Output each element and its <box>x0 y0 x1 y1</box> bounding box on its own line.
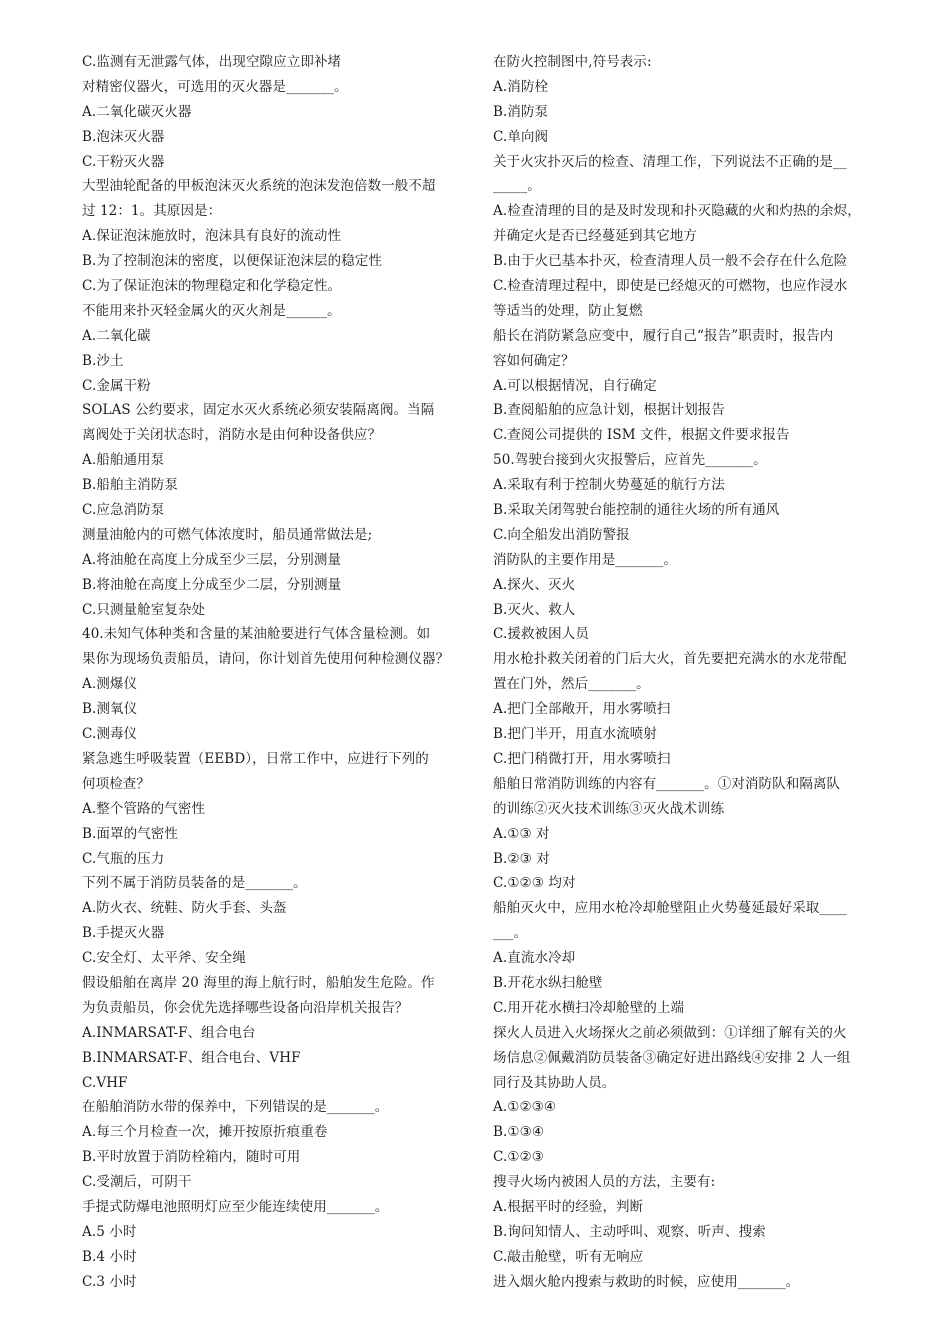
left-column-line: C.3 小时 <box>82 1273 137 1290</box>
right-column-line: 关于火灾扑灭后的检查、清理工作，下列说法不正确的是__ <box>493 153 847 170</box>
right-column-line: A.采取有利于控制火势蔓延的航行方法 <box>493 477 725 494</box>
left-column-line: A.整个管路的气密性 <box>82 800 206 817</box>
left-column-line: C.气瓶的压力 <box>82 850 165 867</box>
left-column-line: 大型油轮配备的甲板泡沫灭火系统的泡沫发泡倍数一般不超 <box>82 178 436 195</box>
right-column-line: 并确定火是否已经蔓延到其它地方 <box>493 228 697 245</box>
left-column-line: C.干粉灭火器 <box>82 153 165 170</box>
right-column-line: _____。 <box>493 178 541 195</box>
right-column-line: A.可以根据情况，自行确定 <box>493 377 657 394</box>
left-column-line: B.测氧仪 <box>82 701 138 718</box>
left-column-line: 手提式防爆电池照明灯应至少能连续使用_______。 <box>82 1198 389 1215</box>
right-column-line: ___。 <box>493 925 528 942</box>
left-column-line: C.为了保证泡沫的物理稳定和化学稳定性。 <box>82 278 342 295</box>
left-column-line: 何项检查？ <box>82 775 150 792</box>
right-column-line: 场信息②佩戴消防员装备③确定好进出路线④安排 2 人一组 <box>493 1049 851 1066</box>
left-column-line: 离阀处于关闭状态时，消防水是由何种设备供应？ <box>82 427 382 444</box>
left-column-line: 假设船舶在离岸 20 海里的海上航行时，船舶发生危险。作 <box>82 974 435 991</box>
right-column-line: A.探火、灭火 <box>493 576 576 593</box>
right-column-line: A.把门全部敞开，用水雾喷扫 <box>493 701 671 718</box>
left-column-line: C.VHF <box>82 1074 128 1091</box>
left-column-line: A.保证泡沫施放时，泡沫具有良好的流动性 <box>82 228 342 245</box>
left-column-line: B.4 小时 <box>82 1248 137 1265</box>
left-column-line: 过 12：1。其原因是： <box>82 203 222 220</box>
right-column-line: B.查阅船舶的应急计划，根据计划报告 <box>493 402 726 419</box>
left-column-line: 在船舶消防水带的保养中，下列错误的是_______。 <box>82 1099 389 1116</box>
right-column-line: C.援救被困人员 <box>493 626 589 643</box>
right-column-line: 船长在消防紧急应变中，履行自己“报告”职责时，报告内 <box>493 327 834 344</box>
right-column-line: A.①③ 对 <box>493 825 550 842</box>
right-column <box>493 50 878 1295</box>
right-column-line: B.消防泵 <box>493 103 549 120</box>
left-column-line: B.将油舱在高度上分成至少二层，分别测量 <box>82 576 342 593</box>
left-column-line: C.受潮后，可阴干 <box>82 1174 192 1191</box>
left-column-line: 下列不属于消防员装备的是_______。 <box>82 875 307 892</box>
right-column-line: A.根据平时的经验，判断 <box>493 1198 644 1215</box>
right-column-line: C.①②③ <box>493 1149 544 1166</box>
right-column-line: A.消防栓 <box>493 78 549 95</box>
left-column-line: B.泡沫灭火器 <box>82 128 165 145</box>
left-column-line: B.船舶主消防泵 <box>82 477 179 494</box>
left-column <box>82 50 465 1295</box>
left-column-line: C.只测量舱室复杂处 <box>82 601 206 618</box>
left-column-line: C.监测有无泄露气体，出现空隙应立即补堵 <box>82 54 342 70</box>
left-column-line: C.测毒仪 <box>82 726 138 743</box>
right-column-line: 50.驾驶台接到火灾报警后，应首先_______。 <box>493 452 767 469</box>
left-column-line: A.每三个月检查一次，摊开按原折痕重卷 <box>82 1124 328 1141</box>
right-column-line: 消防队的主要作用是_______。 <box>493 551 677 568</box>
right-column-line: B.采取关闭驾驶台能控制的通往火场的所有通风 <box>493 502 780 519</box>
right-column-line: A.直流水冷却 <box>493 950 576 967</box>
right-column-line: C.单向阀 <box>493 128 549 145</box>
left-column-line: B.INMARSAT-F、组合电台、VHF <box>82 1049 301 1066</box>
left-column-line: B.平时放置于消防栓箱内，随时可用 <box>82 1149 301 1166</box>
right-column-line: B.②③ 对 <box>493 850 550 867</box>
left-column-line: 对精密仪器火，可选用的灭火器是_______。 <box>82 78 348 95</box>
left-column-line: B.面罩的气密性 <box>82 825 179 842</box>
left-column-line: A.将油舱在高度上分成至少三层，分别测量 <box>82 551 342 568</box>
left-column-line: C.安全灯、太平斧、安全绳 <box>82 950 246 967</box>
left-column-line: B.为了控制泡沫的密度，以便保证泡沫层的稳定性 <box>82 253 383 270</box>
right-column-line: 容如何确定？ <box>493 352 575 369</box>
right-column-line: A.检查清理的目的是及时发现和扑灭隐藏的火和灼热的余烬， <box>493 203 861 220</box>
left-column-line: A.防火衣、统鞋、防火手套、头盔 <box>82 900 287 917</box>
right-column-line: C.①②③ 均对 <box>493 875 576 892</box>
left-column-line: A.INMARSAT-F、组合电台 <box>82 1024 256 1041</box>
left-column-line: 40.未知气体种类和含量的某油舱要进行气体含量检测。如 <box>82 626 431 643</box>
right-column-line: B.①③④ <box>493 1124 545 1141</box>
left-column-line: A.测爆仪 <box>82 676 138 693</box>
right-column-line: 置在门外，然后_______。 <box>493 676 650 693</box>
right-column-line: B.把门半开，用直水流喷射 <box>493 726 658 743</box>
left-column-line: A.船舶通用泵 <box>82 452 165 469</box>
right-column-line: 船舶灭火中，应用水枪冷却舱壁阻止火势蔓延最好采取____ <box>493 900 847 917</box>
right-column-line: C.把门稍微打开，用水雾喷扫 <box>493 750 671 767</box>
right-column-line: 探火人员进入火场探火之前必须做到：①详细了解有关的火 <box>493 1024 847 1041</box>
right-column-line: B.开花水纵扫舱壁 <box>493 974 603 991</box>
right-column-line: 搜寻火场内被困人员的方法，主要有: <box>493 1174 716 1191</box>
right-column-line: 同行及其协助人员。 <box>493 1074 616 1091</box>
right-column-line: 的训练②灭火技术训练③灭火战术训练 <box>493 800 725 817</box>
right-column-line: B.灭火、救人 <box>493 601 576 618</box>
right-column-line: B.由于火已基本扑灭，检查清理人员一般不会存在什么危险 <box>493 253 848 270</box>
right-column-line: C.查阅公司提供的 ISM 文件，根据文件要求报告 <box>493 427 790 444</box>
right-column-line: 进入烟火舱内搜索与救助的时候，应使用_______。 <box>493 1273 800 1290</box>
left-column-line: 测量油舱内的可燃气体浓度时，船员通常做法是; <box>82 526 373 543</box>
right-column-line: C.敲击舱壁，听有无响应 <box>493 1248 644 1265</box>
left-column-line: SOLAS 公约要求，固定水灭火系统必须安装隔离阀。当隔 <box>82 402 435 419</box>
left-column-line: A.二氧化碳灭火器 <box>82 103 192 120</box>
right-column-line: A.①②③④ <box>493 1099 557 1116</box>
right-column-line: 等适当的处理，防止复燃 <box>493 302 643 319</box>
left-column-line: 紧急逃生呼吸装置（EEBD），日常工作中，应进行下列的 <box>82 750 429 767</box>
right-column-line: 在防火控制图中,符号表示: <box>493 54 652 70</box>
left-column-line: C.金属干粉 <box>82 377 151 394</box>
left-column-line: 果你为现场负责船员，请问，你计划首先使用何种检测仪器？ <box>82 651 450 668</box>
right-column-line: C.用开花水横扫冷却舱壁的上端 <box>493 999 685 1016</box>
right-column-line: 用水枪扑救关闭着的门后大火，首先要把充满水的水龙带配 <box>493 651 847 668</box>
left-column-line: B.沙土 <box>82 352 124 369</box>
right-column-line: C.向全船发出消防警报 <box>493 526 630 543</box>
left-column-line: 不能用来扑灭轻金属火的灭火剂是______。 <box>82 302 341 319</box>
left-column-line: A.二氧化碳 <box>82 327 151 344</box>
right-column-line: 船舶日常消防训练的内容有_______。①对消防队和隔离队 <box>493 775 841 792</box>
left-column-line: C.应急消防泵 <box>82 502 165 519</box>
left-column-line: 为负责船员，你会优先选择哪些设备向沿岸机关报告？ <box>82 999 409 1016</box>
right-column-line: B.询问知情人、主动呼叫、观察、听声、搜索 <box>493 1223 766 1240</box>
right-column-line: C.检查清理过程中，即使是已经熄灭的可燃物，也应作浸水 <box>493 278 848 295</box>
left-column-line: A.5 小时 <box>82 1223 137 1240</box>
left-column-line: B.手提灭火器 <box>82 925 165 942</box>
